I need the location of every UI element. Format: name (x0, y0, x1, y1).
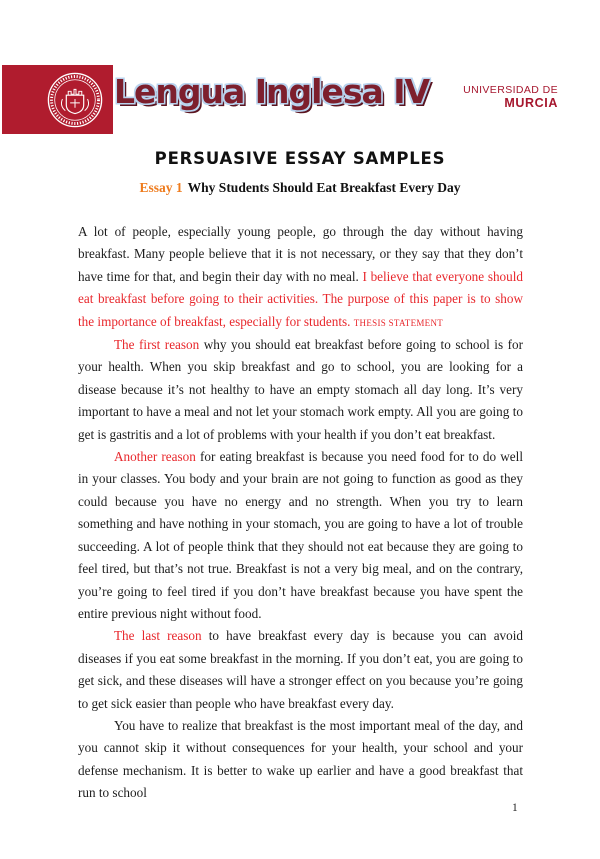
essay-paragraph (78, 221, 523, 334)
text-run-red: The first reason (114, 337, 200, 353)
text-run-black: A lot of people, especially young people, go through the day without having breakfast. Many people believe that it is not necessary, or they say that they don’t have time for that, and begin their day with no meal. (78, 224, 523, 284)
essay-paragraph (78, 715, 523, 805)
university-name-line2: MURCIA (504, 96, 558, 110)
text-run-red: Another reason (114, 449, 196, 465)
text-run-black: You have to realize that breakfast is the most important meal of the day, and you cannot skip it without consequences for your health, your school and your defense mechanism. It is better to wake up earlier and have a good breakfast that run to school (78, 717, 523, 801)
essay-body (78, 221, 523, 805)
essay-number-label: Essay 1 (139, 180, 183, 195)
essay-heading (0, 180, 600, 196)
university-seal-icon (46, 71, 104, 129)
essay-paragraph (78, 446, 523, 625)
text-run-red: I believe that everyone should eat breakfast before going to their activities. The purpose of this paper is to show the importance of breakfast, especially for students. (78, 268, 523, 329)
text-run-red: The last reason (114, 628, 202, 644)
text-run-black: why you should eat breakfast before going to school is for your health. When you skip breakfast and go to school, you are looking for a disease because it’s not healthy to have an empty stomach all day long. It’s very important to have a meal and not let your stomach work empty. All you are going to get is gastritis and a lot of problems with your health if you don’t eat breakfast. (78, 337, 524, 442)
university-name (463, 84, 558, 110)
essay-paragraph (78, 625, 523, 715)
text-run-red-caps: THESIS STATEMENT (353, 317, 444, 328)
text-run-black: for eating breakfast is because you need food for to do well in your classes. You body and your brain are not going to function as good as they could because you have no energy and no strength. When you try to learn something and have nothing in your stomach, you are going to have a lot of trouble succeeding. A lot of people think that they should not eat because they are going to feel tired, but that’s not true. Breakfast is not a very big meal, and on the contrary, you’re going to feel tired if you don’t have breakfast because you have spent the entire previous night without food. (78, 449, 523, 621)
page-title: PERSUASIVE ESSAY SAMPLES (154, 149, 446, 168)
university-name-line1: UNIVERSIDAD DE (463, 84, 558, 96)
page-number: 1 (512, 802, 518, 814)
text-run-black: to have breakfast every day is because you can avoid diseases if you eat some breakfast in the morning. If you don’t eat, you are going to get sick, and these diseases will have a stronger effect on you because you’re going to get sick easier than people who have breakfast every day. (78, 628, 523, 711)
course-title: Lengua Inglesa IV (114, 72, 430, 111)
essay-paragraph (78, 334, 523, 446)
essay-title-text: Why Students Should Eat Breakfast Every Day (187, 180, 461, 195)
university-logo-block (2, 65, 113, 134)
